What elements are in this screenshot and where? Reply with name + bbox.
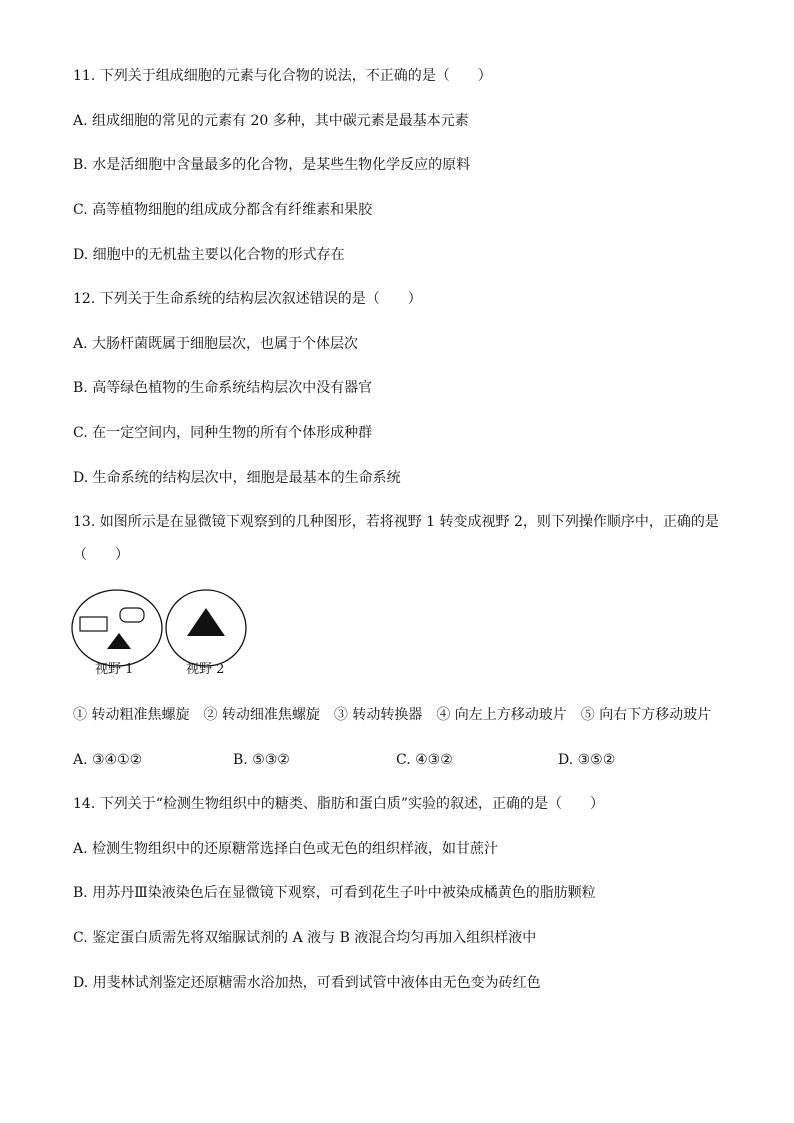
view1-triangle <box>107 633 131 649</box>
q12-option-c: C. 在一定空间内，同种生物的所有个体形成种群 <box>73 425 373 441</box>
q14-option-d: D. 用斐林试剂鉴定还原糖需水浴加热，可看到试管中液体由无色变为砖红色 <box>73 975 541 991</box>
q11-stem: 11. 下列关于组成细胞的元素与化合物的说法，不正确的是（ ） <box>73 68 492 84</box>
q11-option-b: B. 水是活细胞中含量最多的化合物，是某些生物化学反应的原料 <box>73 157 471 173</box>
q12-option-d: D. 生命系统的结构层次中，细胞是最基本的生命系统 <box>73 470 401 486</box>
q13-option-a: A. ③④①② <box>73 752 143 768</box>
q14-option-a: A. 检测生物组织中的还原糖常选择白色或无色的组织样液，如甘蔗汁 <box>73 841 499 857</box>
view2-triangle <box>187 608 225 636</box>
view2-caption: 视野 2 <box>186 662 225 677</box>
q13-stem-line2: （ ） <box>73 547 129 563</box>
q13-option-b: B. ⑤③② <box>233 752 290 768</box>
q14-stem: 14. 下列关于“检测生物组织中的糖类、脂肪和蛋白质”实验的叙述，正确的是（ ） <box>73 796 605 812</box>
q12-stem: 12. 下列关于生命系统的结构层次叙述错误的是（ ） <box>73 291 422 307</box>
q13-option-d: D. ③⑤② <box>558 752 616 768</box>
q13-stem-line1: 13. 如图所示是在显微镜下观察到的几种图形，若将视野 1 转变成视野 2，则下列操作顺序中，正确的是 <box>73 514 719 530</box>
view1-circle <box>72 590 162 666</box>
view1-rectangle <box>80 617 107 631</box>
q11-option-c: C. 高等植物细胞的组成成分都含有纤维素和果胶 <box>73 202 373 218</box>
view1-rounded-rectangle <box>120 608 144 622</box>
q12-option-b: B. 高等绿色植物的生命系统结构层次中没有器官 <box>73 380 373 396</box>
q13-steps: ① 转动粗准焦螺旋 ② 转动细准焦螺旋 ③ 转动转换器 ④ 向左上方移动玻片 ⑤ 向右下方移动玻片 <box>73 707 712 723</box>
microscope-view-figure <box>70 588 280 688</box>
view1-caption: 视野 1 <box>95 662 134 677</box>
q13-option-c: C. ④③② <box>396 752 453 768</box>
q14-option-c: C. 鉴定蛋白质需先将双缩脲试剂的 A 液与 B 液混合均匀再加入组织样液中 <box>73 930 537 946</box>
q14-option-b: B. 用苏丹Ⅲ染液染色后在显微镜下观察，可看到花生子叶中被染成橘黄色的脂肪颗粒 <box>73 885 596 901</box>
q11-option-d: D. 细胞中的无机盐主要以化合物的形式存在 <box>73 247 345 263</box>
q11-option-a: A. 组成细胞的常见的元素有 20 多种，其中碳元素是最基本元素 <box>73 113 469 129</box>
q12-option-a: A. 大肠杆菌既属于细胞层次，也属于个体层次 <box>73 336 359 352</box>
